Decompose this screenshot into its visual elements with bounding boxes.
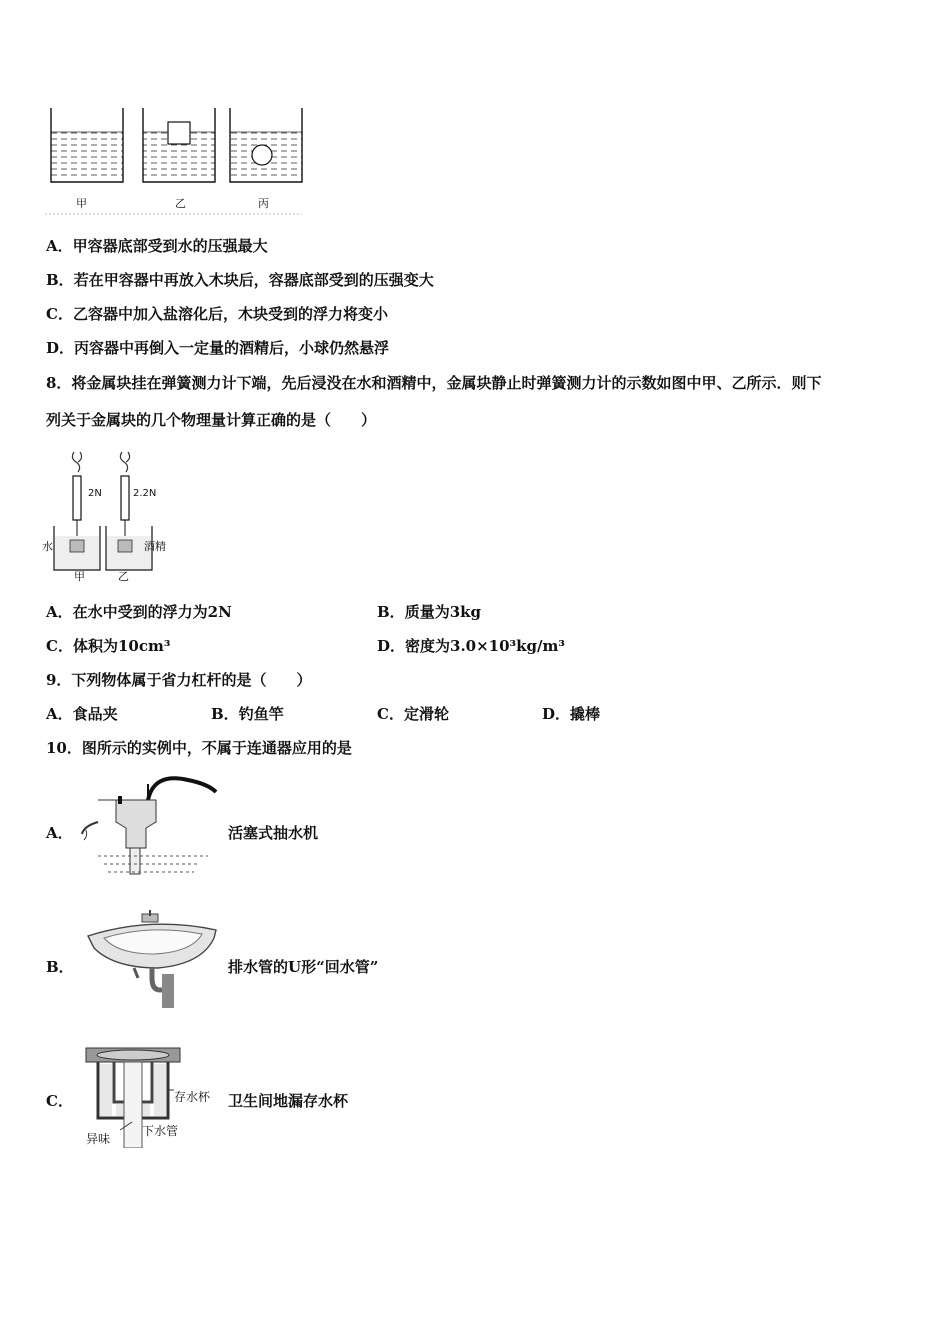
- q8-stem-line2: 列关于金属块的几个物理量计算正确的是（ ）: [46, 411, 377, 429]
- q9-option-d: D．撬棒: [542, 705, 601, 723]
- q7-option-b: B．若在甲容器中再放入木块后，容器底部受到的压强变大: [46, 271, 434, 289]
- q10-option-a-label: A．: [46, 824, 73, 842]
- q7-option-a: A．甲容器底部受到水的压强最大: [46, 237, 268, 255]
- liquid-water: 水: [42, 540, 53, 553]
- q10-option-c-label: C．: [46, 1092, 73, 1110]
- ball: [252, 145, 272, 165]
- q8-option-b: B．质量为3kg: [377, 603, 482, 621]
- q8-option-a: A．在水中受到的浮力为2N: [46, 603, 232, 621]
- q7-option-c: C．乙容器中加入盐溶化后，木块受到的浮力将变小: [46, 305, 388, 323]
- q9-option-a: A．食品夹: [46, 705, 118, 723]
- q10-option-c-text: 卫生间地漏存水杯: [228, 1092, 349, 1110]
- q10-option-b-text: 排水管的U形“回水管”: [228, 958, 379, 976]
- liquid-alcohol: 酒精: [144, 540, 166, 553]
- q9-stem: 9．下列物体属于省力杠杆的是（ ）: [46, 671, 312, 689]
- label-yi: 乙: [175, 197, 186, 210]
- sink-u-pipe-image: [84, 908, 222, 1010]
- reading-left: 2N: [88, 488, 102, 499]
- q9-option-c: C．定滑轮: [377, 705, 449, 723]
- label-bing: 丙: [258, 197, 269, 210]
- q8-option-c: C．体积为10cm³: [46, 637, 171, 655]
- container-jia: [51, 108, 123, 182]
- reading-right: 2.2N: [133, 488, 157, 499]
- piston-pump-image: [78, 770, 220, 880]
- spring-scale-left: [54, 452, 100, 570]
- q8-spring-scale-figure: [40, 448, 180, 586]
- q8-option-d: D．密度为3.0×10³kg/m³: [377, 637, 565, 655]
- drain-label-odor: 异味: [86, 1132, 111, 1146]
- q10-option-b-label: B．: [46, 958, 74, 976]
- label-jia: 甲: [76, 197, 87, 210]
- drain-label-cup: 存水杯: [174, 1090, 211, 1104]
- container-yi: [143, 108, 215, 182]
- wood-block: [168, 122, 190, 144]
- q8-stem-line1: 8．将金属块挂在弹簧测力计下端，先后浸没在水和酒精中，金属块静止时弹簧测力计的示数如图中甲、乙所示．则下: [46, 374, 822, 392]
- q10-option-a-text: 活塞式抽水机: [228, 824, 319, 842]
- q10-stem: 10．图所示的实例中，不属于连通器应用的是: [46, 739, 352, 757]
- label-yi-q8: 乙: [118, 570, 129, 583]
- floor-drain-image: [80, 1042, 228, 1148]
- label-jia-q8: 甲: [74, 570, 85, 583]
- drain-label-pipe: 下水管: [142, 1124, 179, 1138]
- q7-option-d: D．丙容器中再倒入一定量的酒精后，小球仍然悬浮: [46, 339, 390, 357]
- q7-containers-figure: [40, 100, 310, 218]
- q9-option-b: B．钓鱼竿: [211, 705, 284, 723]
- container-bing: [230, 108, 302, 182]
